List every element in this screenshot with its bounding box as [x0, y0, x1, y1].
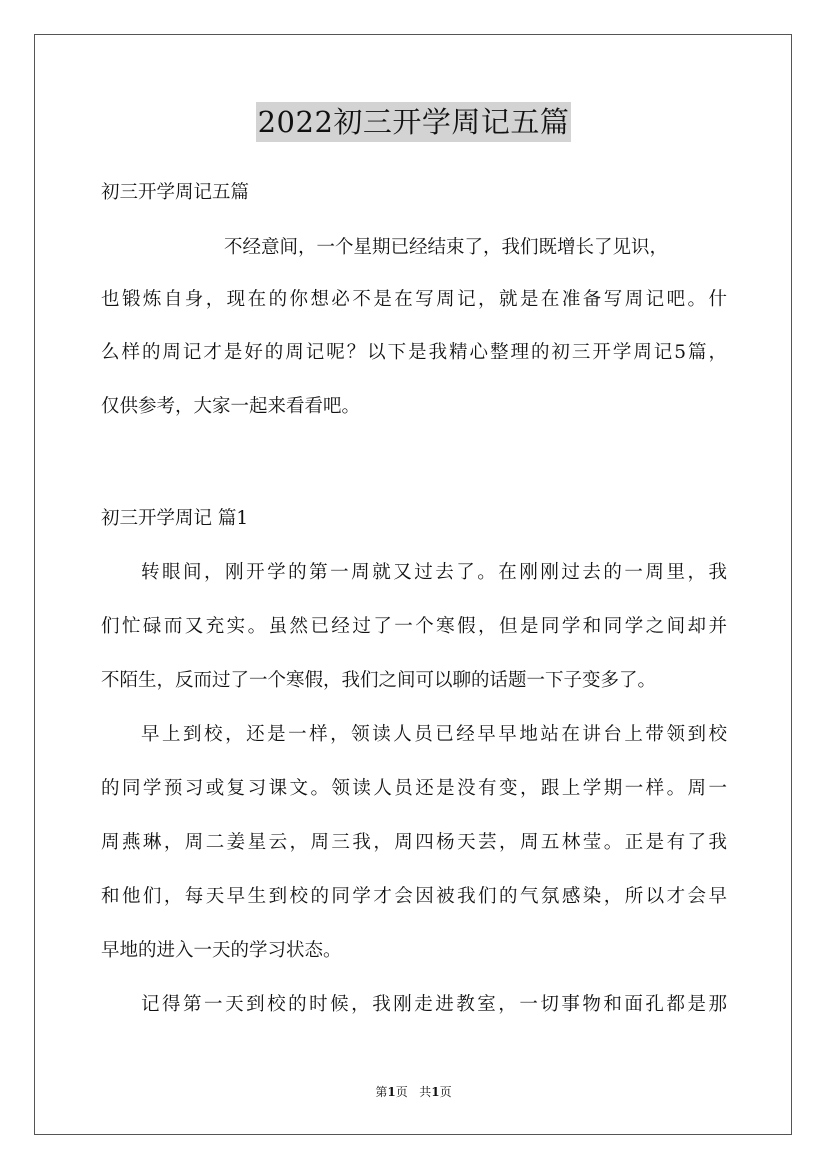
paragraph-line: 早地的进入一天的学习状态。	[101, 940, 342, 961]
paragraph-line: 也锻炼自身，现在的你想必不是在写周记，就是在准备写周记吧。什	[101, 289, 727, 310]
title-container	[0, 102, 827, 142]
paragraph-line: 么样的周记才是好的周记呢？以下是我精心整理的初三开学周记5篇，	[101, 342, 727, 363]
section-heading: 初三开学周记 篇1	[101, 508, 249, 529]
total-pages: 1	[431, 1085, 440, 1099]
paragraph-line: 不陌生，反而过了一个寒假，我们之间可以聊的话题一下子变多了。	[101, 670, 657, 691]
page-prefix: 第	[375, 1085, 388, 1099]
document-title: 2022初三开学周记五篇	[256, 102, 572, 142]
page-suffix: 页	[395, 1085, 408, 1099]
paragraph-line: 周燕琳，周二姜星云，周三我，周四杨天芸，周五林莹。正是有了我	[101, 832, 727, 853]
paragraph-line: 早上到校，还是一样，领读人员已经早早地站在讲台上带领到校	[141, 724, 727, 745]
paragraph-line: 不经意间，一个星期已经结束了，我们既增长了见识，	[224, 237, 669, 258]
paragraph-line: 仅供参考，大家一起来看看吧。	[101, 396, 361, 417]
paragraph-line: 们忙碌而又充实。虽然已经过了一个寒假，但是同学和同学之间却并	[101, 616, 727, 637]
section-heading: 初三开学周记五篇	[101, 182, 250, 203]
total-prefix: 共	[419, 1085, 432, 1099]
page-footer	[0, 1084, 827, 1100]
paragraph-line: 转眼间，刚开学的第一周就又过去了。在刚刚过去的一周里，我	[141, 562, 727, 583]
paragraph-line: 的同学预习或复习课文。领读人员还是没有变，跟上学期一样。周一	[101, 778, 727, 799]
total-suffix: 页	[439, 1085, 452, 1099]
paragraph-line: 和他们，每天早生到校的同学才会因被我们的气氛感染，所以才会早	[101, 886, 727, 907]
paragraph-line: 记得第一天到校的时候，我刚走进教室，一切事物和面孔都是那	[141, 994, 727, 1015]
page-number: 1	[387, 1085, 396, 1099]
